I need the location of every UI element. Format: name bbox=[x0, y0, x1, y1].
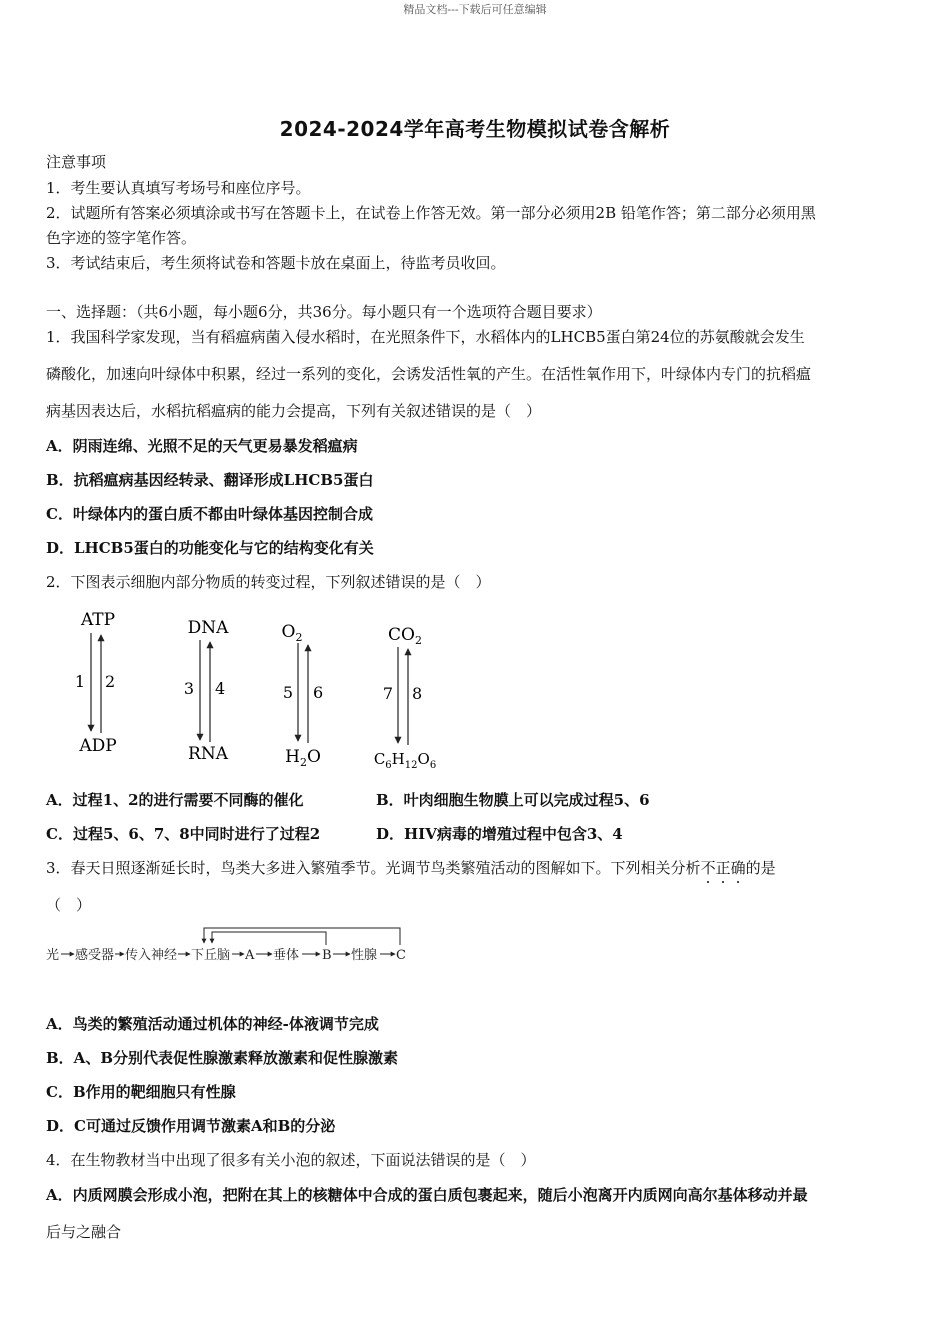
notice-item-1: 1．考生要认真填写考场号和座位序号。 bbox=[46, 179, 311, 197]
q3-flow-diagram bbox=[44, 926, 414, 970]
q3-option-d: D．C可通过反馈作用调节激素A和B的分泌 bbox=[46, 1117, 336, 1135]
dna-label: DNA bbox=[187, 618, 229, 638]
page-title: 2024-2024学年高考生物模拟试卷含解析 bbox=[279, 117, 671, 141]
q1-option-a: A．阴雨连绵、光照不足的天气更易暴发稻瘟病 bbox=[46, 437, 358, 455]
flow-hypothalamus: 下丘脑 bbox=[191, 948, 231, 963]
flow-a: A bbox=[245, 948, 255, 963]
flow-pituitary: 垂体 bbox=[273, 948, 300, 963]
q3-stem-post: 的是 bbox=[745, 859, 776, 877]
q2-option-b: B．叶肉细胞生物膜上可以完成过程5、6 bbox=[376, 791, 650, 809]
process-8-label: 8 bbox=[412, 684, 423, 703]
q1-option-c: C．叶绿体内的蛋白质不都由叶绿体基因控制合成 bbox=[46, 505, 373, 523]
adp-label: ADP bbox=[79, 736, 117, 756]
process-5-label: 5 bbox=[282, 683, 293, 702]
process-6-label: 6 bbox=[313, 683, 324, 702]
q1-stem-line-1: 1．我国科学家发现，当有稻瘟病菌入侵水稻时，在光照条件下，水稻体内的LHCB5蛋白第24位的苏氨酸就会发生 bbox=[46, 328, 805, 346]
notice-item-2-line-1: 2．试题所有答案必须填涂或书写在答题卡上，在试卷上作答无效。第一部分必须用2B 铅笔作答；第二部分必须用黑 bbox=[46, 204, 816, 222]
header-note: 精品文档---下载后可任意编辑 bbox=[403, 3, 547, 16]
q2-option-c: C．过程5、6、7、8中同时进行了过程2 bbox=[46, 825, 321, 843]
feedback-from-c bbox=[204, 928, 400, 945]
flow-c: C bbox=[396, 948, 406, 963]
q4-option-a-line-1: A．内质网膜会形成小泡，把附在其上的核糖体中合成的蛋白质包裹起来，随后小泡离开内质网向高尔基体移动并最 bbox=[46, 1186, 808, 1204]
process-7-label: 7 bbox=[382, 684, 393, 703]
q3-stem-pre: 3．春天日照逐渐延长时，鸟类大多进入繁殖季节。光调节鸟类繁殖活动的图解如下。下列相关分析 bbox=[46, 859, 701, 877]
rna-label: RNA bbox=[188, 744, 228, 764]
q2-option-a: A．过程1、2的进行需要不同酶的催化 bbox=[46, 791, 304, 809]
flow-receptor: 感受器 bbox=[75, 948, 115, 963]
q3-option-c: C．B作用的靶细胞只有性腺 bbox=[46, 1083, 236, 1101]
q3-option-b: B．A、B分别代表促性腺激素释放激素和促性腺激素 bbox=[46, 1049, 398, 1067]
flow-b: B bbox=[322, 948, 332, 963]
q2-conversion-diagram bbox=[60, 603, 460, 773]
process-2-label: 2 bbox=[105, 672, 116, 691]
q1-stem-line-3: 病基因表达后，水稻抗稻瘟病的能力会提高，下列有关叙述错误的是（ ） bbox=[46, 402, 542, 420]
notice-item-2-line-2: 色字迹的签字笔作答。 bbox=[46, 229, 197, 247]
q3-emphasis: 不正确 bbox=[701, 859, 746, 877]
q1-stem-line-2: 磷酸化，加速向叶绿体中积累，经过一系列的变化，会诱发活性氧的产生。在活性氧作用下，叶绿体内专门的抗稻瘟 bbox=[46, 365, 812, 383]
h2o-label: $H_2O$ bbox=[285, 747, 321, 769]
section-heading: 一、选择题：（共6小题，每小题6分，共36分。每小题只有一个选项符合题目要求） bbox=[46, 303, 602, 321]
process-4-label: 4 bbox=[215, 679, 226, 698]
flow-light: 光 bbox=[46, 948, 60, 963]
q3-stem bbox=[46, 857, 776, 878]
notice-heading: 注意事项 bbox=[46, 153, 107, 171]
feedback-from-b bbox=[212, 932, 326, 945]
process-1-label: 1 bbox=[74, 672, 85, 691]
q3-option-a: A．鸟类的繁殖活动通过机体的神经-体液调节完成 bbox=[46, 1015, 379, 1033]
q4-stem: 4．在生物教材当中出现了很多有关小泡的叙述，下面说法错误的是（ ） bbox=[46, 1151, 536, 1169]
q2-option-d: D．HIV病毒的增殖过程中包含3、4 bbox=[376, 825, 623, 843]
q1-option-d: D．LHCB5蛋白的功能变化与它的结构变化有关 bbox=[46, 539, 374, 557]
q1-option-b: B．抗稻瘟病基因经转录、翻译形成LHCB5蛋白 bbox=[46, 471, 374, 489]
glucose-label: $C_6H_{12}O_6$ bbox=[373, 750, 437, 771]
notice-item-3: 3．考试结束后，考生须将试卷和答题卡放在桌面上，待监考员收回。 bbox=[46, 254, 506, 272]
atp-label: ATP bbox=[80, 610, 116, 630]
q3-paren: （ ） bbox=[46, 896, 92, 914]
o2-label: $O_2$ bbox=[281, 622, 303, 644]
q2-stem: 2．下图表示细胞内部分物质的转变过程，下列叙述错误的是（ ） bbox=[46, 573, 491, 591]
flow-afferent-nerve: 传入神经 bbox=[125, 948, 178, 963]
co2-label: $CO_2$ bbox=[388, 625, 422, 647]
q4-option-a-line-2: 后与之融合 bbox=[46, 1223, 122, 1241]
flow-gonad: 性腺 bbox=[351, 948, 378, 963]
process-3-label: 3 bbox=[183, 679, 194, 698]
